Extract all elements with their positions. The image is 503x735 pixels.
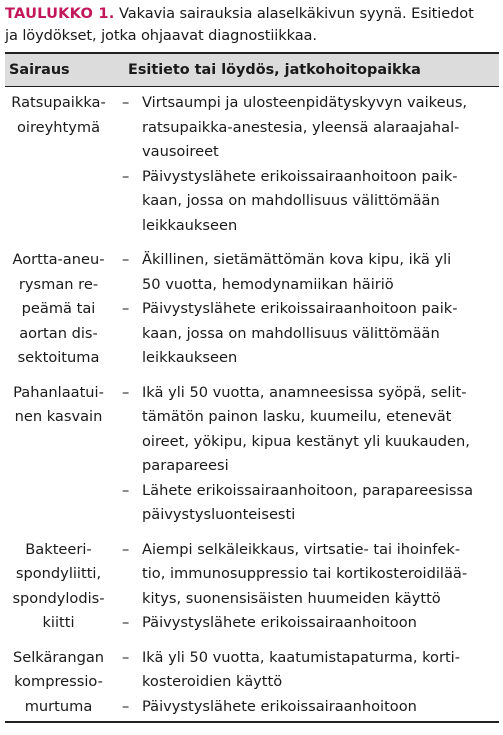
item-text-line: leikkaukseen [142, 349, 238, 366]
table-header [5, 53, 499, 87]
caption-label: TAULUKKO 1. [5, 5, 115, 22]
table-row [5, 538, 499, 646]
table-row [5, 381, 499, 538]
list-item [118, 91, 499, 165]
list-item [118, 297, 499, 371]
item-text-line: parapareesi [142, 457, 229, 474]
table-body [5, 87, 499, 723]
table-caption [5, 3, 500, 47]
item-text-line: ratsupaikka-anestesia, yleensä alaraajahal- [142, 118, 460, 136]
list-item [118, 381, 499, 479]
item-text-line: Ikä yli 50 vuotta, anamneesissa syöpä, selit- [142, 383, 467, 401]
disease-cell [5, 381, 118, 538]
caption-text-line2: ja löydökset, jotka ohjaavat diagnostiikkaa. [5, 27, 317, 44]
bullet-dash: – [122, 251, 130, 268]
findings-cell [118, 381, 499, 538]
list-item [118, 479, 499, 528]
disease-name-line: sektoituma [17, 349, 100, 366]
disease-name-line: rysman re- [18, 275, 99, 293]
bullet-dash: – [122, 94, 130, 111]
findings-cell [118, 248, 499, 381]
findings-cell [118, 646, 499, 723]
disease-name-line: murtuma [24, 697, 93, 715]
item-text-line: Päivystyslähete erikoissairaanhoitoon [142, 697, 417, 715]
disease-name-line: Pahanlaatui- [13, 383, 104, 401]
disease-name-line: kompressio- [14, 673, 103, 690]
item-text-line: Äkillinen, sietämättömän kova kipu, ikä yli [142, 251, 452, 268]
bullet-dash: – [122, 300, 130, 317]
item-text-line: päivystysluonteisesti [142, 506, 296, 523]
caption-text-line1: Vakavia sairauksia alaselkäkivun syynä. Esitiedot [119, 5, 474, 22]
disease-name-line: Bakteeri- [25, 540, 92, 558]
list-item [118, 695, 499, 720]
bullet-dash: – [122, 648, 130, 666]
item-text-line: tio, immunosuppressio tai kortikosteroidilää- [142, 565, 468, 582]
disease-name-line: oireyhtymä [16, 118, 101, 136]
findings-cell [118, 87, 499, 249]
item-text-line: Lähete erikoissairaanhoitoon, parapareesissa [142, 481, 474, 499]
table-row [5, 646, 499, 723]
disease-name-line: Ratsupaikka- [11, 94, 106, 111]
bullet-dash: – [122, 614, 130, 631]
list-item [118, 248, 499, 297]
item-text-line: Päivystyslähete erikoissairaanhoitoon paik- [142, 167, 458, 185]
list-item [118, 646, 499, 695]
item-text-line: Päivystyslähete erikoissairaanhoitoon paik- [142, 300, 458, 317]
disease-name-line: Aortta-aneu- [12, 251, 105, 268]
disease-name-line: nen kasvain [14, 408, 103, 425]
item-text-line: Aiempi selkäleikkaus, virtsatie- tai ihoinfek- [142, 540, 461, 558]
item-text-line: kaan, jossa on mahdollisuus välittömään [142, 324, 440, 342]
list-item [118, 611, 499, 636]
header-disease: Sairaus [5, 53, 118, 87]
item-text-line: kosteroidien käyttö [142, 673, 283, 690]
item-text-line: tämätön painon lasku, kuumeilu, etenevät [142, 408, 452, 425]
bullet-dash: – [122, 697, 130, 715]
disease-name-line: spondyliitti, [15, 565, 102, 582]
list-item [118, 538, 499, 612]
item-text-line: leikkaukseen [142, 216, 238, 234]
table-row [5, 248, 499, 381]
bullet-dash: – [122, 481, 130, 499]
item-text-line: 50 vuotta, hemodynamiikan häiriö [142, 275, 394, 293]
disease-cell [5, 646, 118, 723]
item-text-line: Virtsaumpi ja ulosteenpidätyskyvyn vaikeus, [142, 94, 468, 111]
header-findings: Esitieto tai löydös, jatkohoitopaikka [118, 53, 499, 87]
item-text-line: Päivystyslähete erikoissairaanhoitoon [142, 614, 417, 631]
disease-cell [5, 538, 118, 646]
disease-name-line: spondylodis- [12, 589, 105, 607]
item-text-line: oireet, yökipu, kipua kestänyt yli kuukauden, [142, 432, 470, 450]
disease-name-line: Selkärangan [12, 648, 105, 666]
disease-name-line: peämä tai [21, 300, 96, 317]
disease-table [5, 52, 499, 723]
bullet-dash: – [122, 167, 130, 185]
bullet-dash: – [122, 540, 130, 558]
disease-cell [5, 248, 118, 381]
list-item [118, 165, 499, 239]
table-row [5, 87, 499, 249]
item-text-line: vausoireet [142, 143, 219, 160]
item-text-line: kitys, suonensisäisten huumeiden käyttö [142, 589, 441, 607]
item-text-line: kaan, jossa on mahdollisuus välittömään [142, 192, 440, 209]
item-text-line: Ikä yli 50 vuotta, kaatumistapaturma, korti- [142, 648, 461, 666]
bullet-dash: – [122, 383, 130, 401]
disease-cell [5, 87, 118, 249]
findings-cell [118, 538, 499, 646]
disease-name-line: kiitti [42, 614, 75, 631]
disease-name-line: aortan dis- [19, 324, 98, 342]
